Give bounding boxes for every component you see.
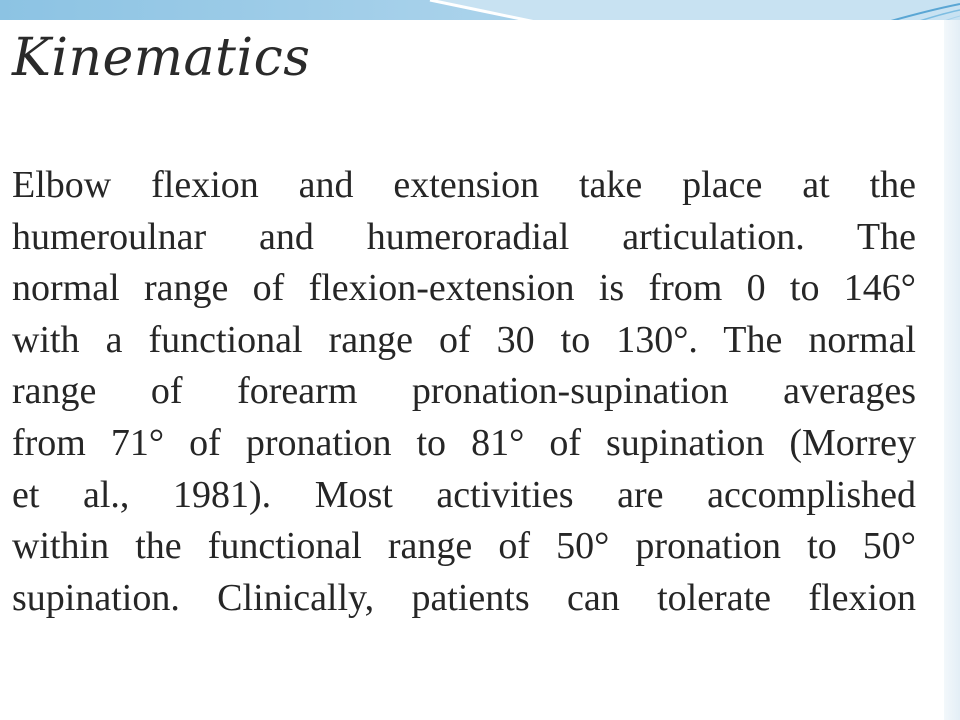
paragraph-line-7: et al., 1981). Most activities are accomplished	[12, 473, 916, 516]
paragraph-line-5: range of forearm pronation-supination averages	[12, 370, 916, 413]
body-paragraph	[12, 160, 916, 624]
right-edge-strip	[944, 20, 960, 720]
paragraph-line-1: Elbow flexion and extension take place at the	[12, 164, 916, 206]
scanned-text-image	[0, 20, 944, 692]
paragraph-line-4: with a functional range of 30 to 130°. The normal	[12, 318, 916, 361]
heading-kinematics: Kinematics	[12, 28, 311, 88]
paragraph-line-6: from 71° of pronation to 81° of supination (Morrey	[12, 421, 916, 464]
paragraph-line-3: normal range of flexion-extension is from 0 to 146°	[12, 267, 916, 310]
paragraph-line-2: humeroulnar and humeroradial articulation. The	[12, 215, 916, 258]
paragraph-line-9: supination. Clinically, patients can tolerate flexion	[12, 576, 916, 619]
paragraph-line-8: within the functional range of 50° pronation to 50°	[12, 525, 916, 568]
